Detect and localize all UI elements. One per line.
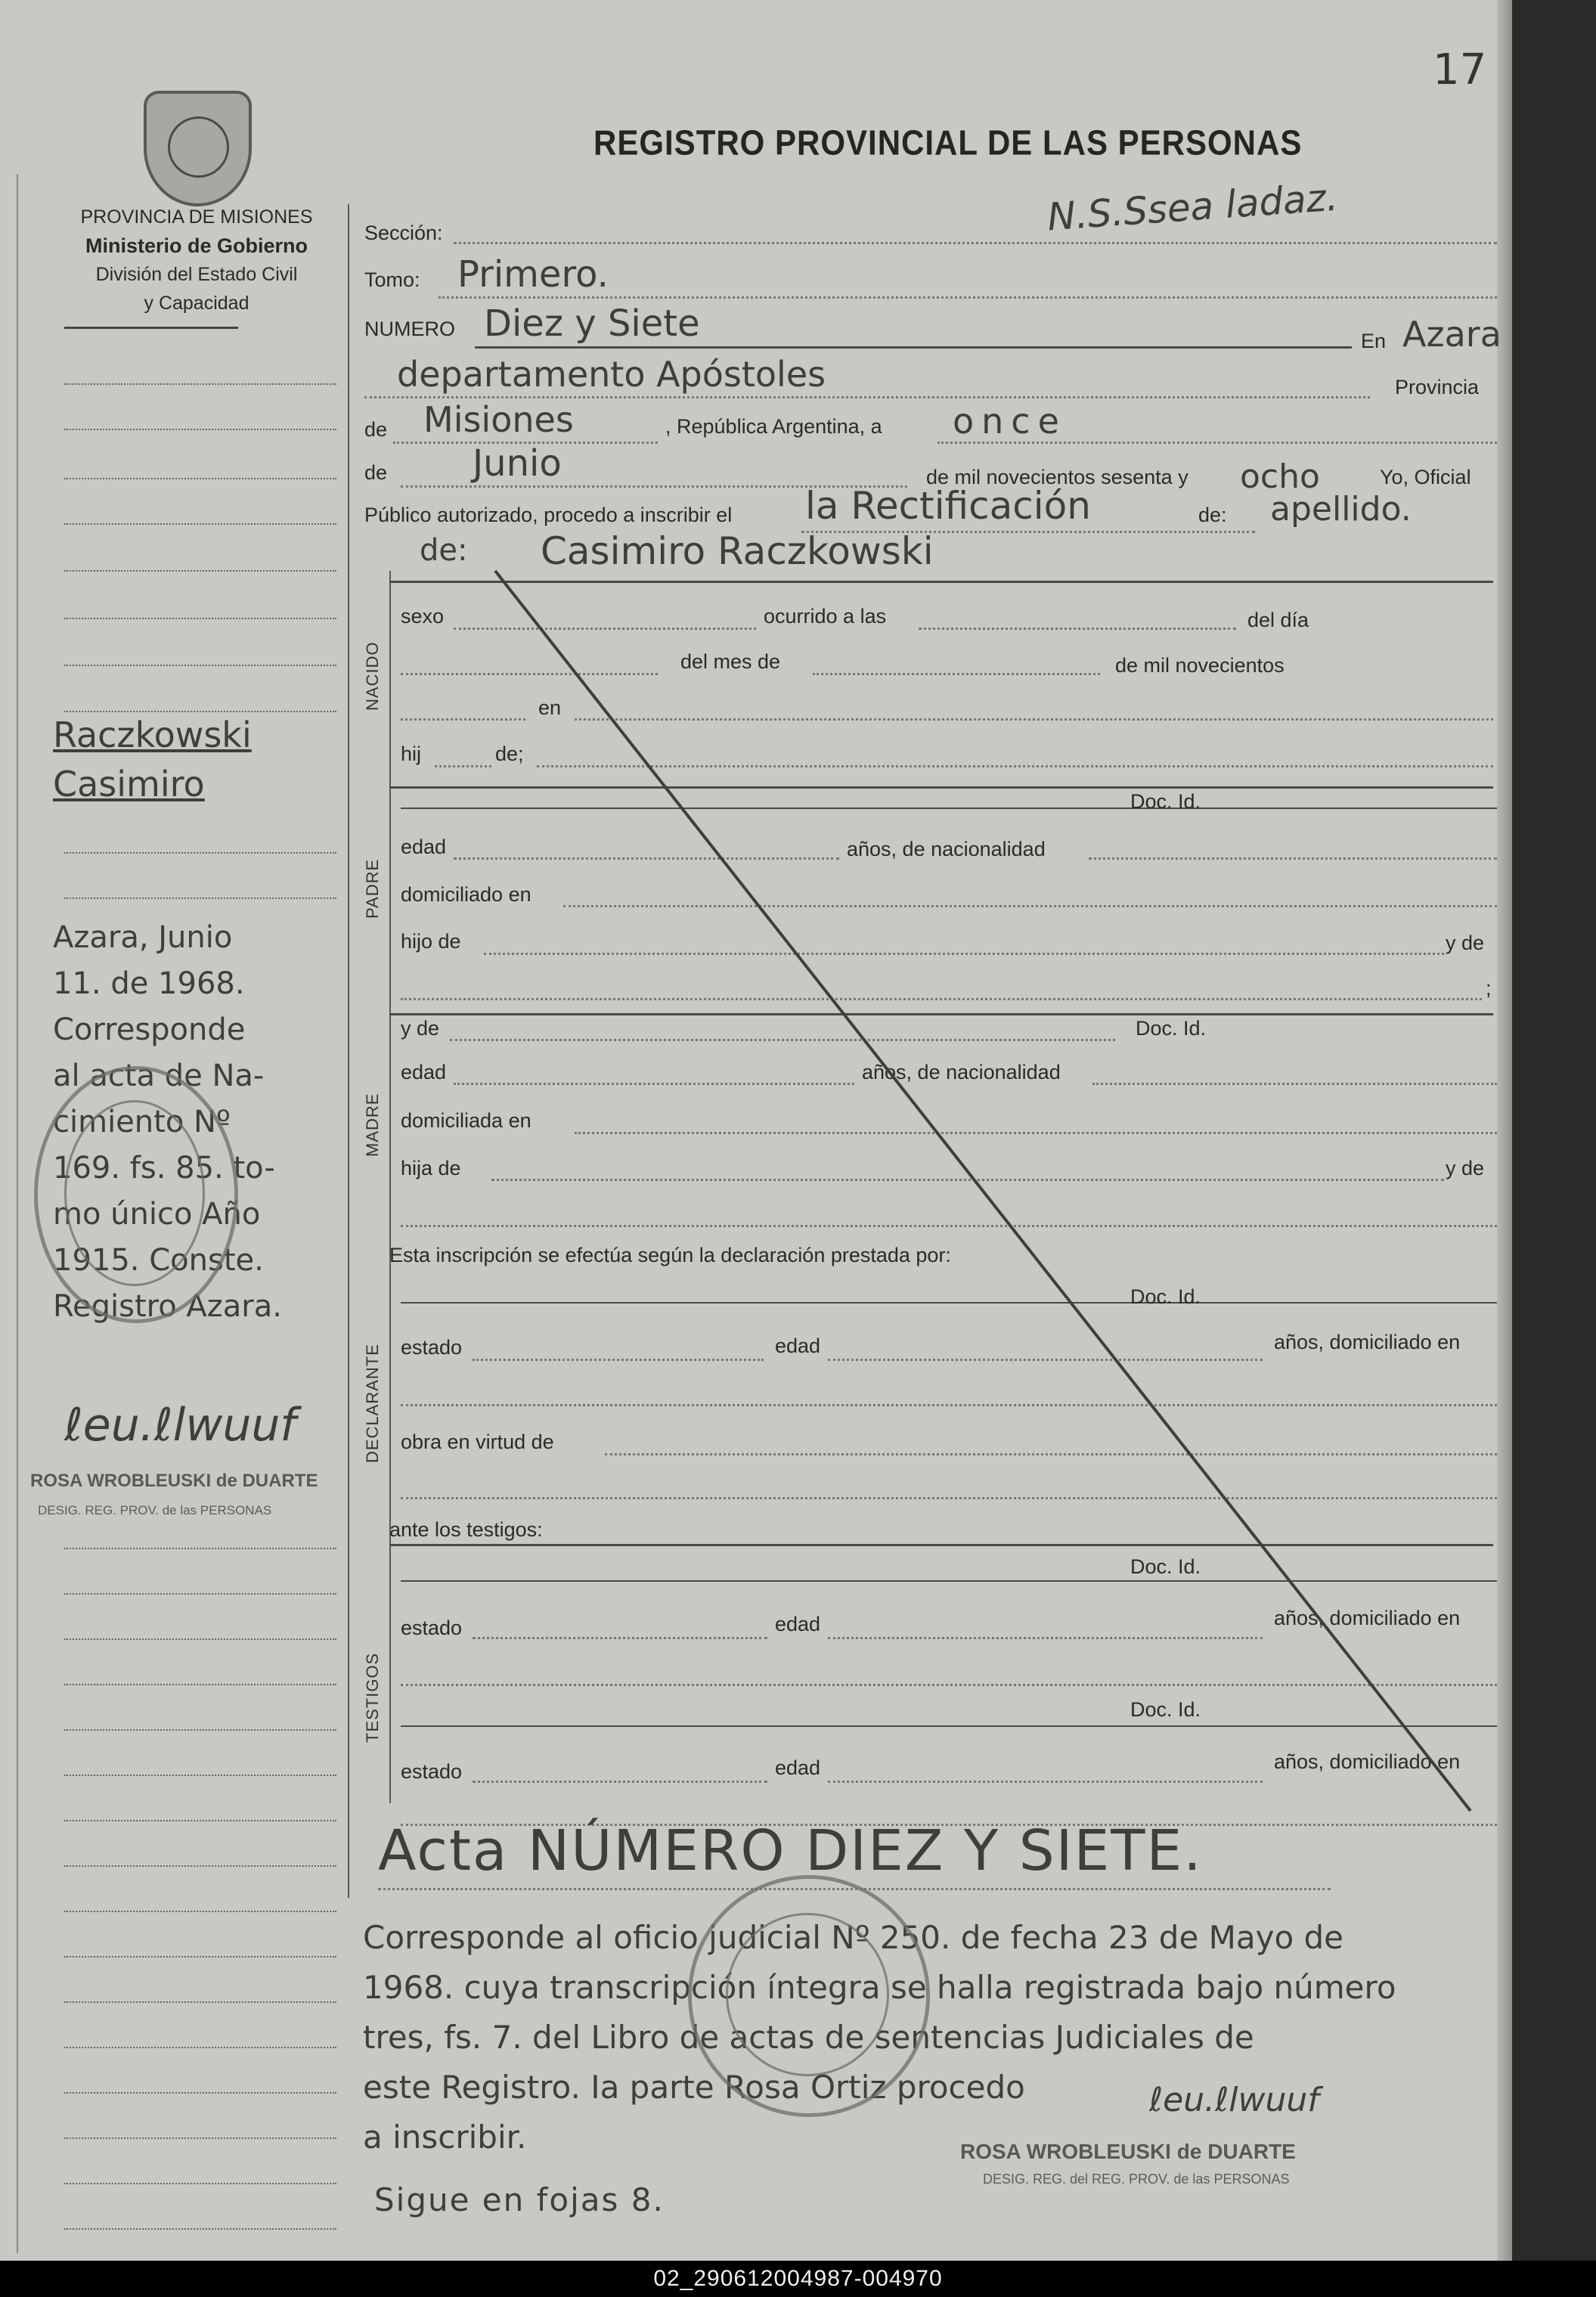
en-value: Azara	[1402, 314, 1501, 355]
margin-note-line-4: al acta de Na-	[53, 1059, 265, 1093]
bottom-signature-sub: DESIG. REG. del REG. PROV. de las PERSONAS	[983, 2171, 1290, 2187]
republica-label: , República Argentina, a	[665, 415, 882, 438]
margin-note-line-7: mo único Año	[53, 1197, 261, 1232]
testigo1-edad-label: edad	[775, 1613, 821, 1635]
margin-note-line-1: Azara, Junio	[53, 920, 233, 955]
apellido-value: apellido.	[1270, 490, 1412, 529]
del-mes-label: del mes de	[680, 650, 781, 673]
margin-stamp-sub: DESIG. REG. PROV. de las PERSONAS	[38, 1503, 272, 1517]
numero-value: Diez y Siete	[484, 302, 700, 345]
body-line-5: a inscribir.	[363, 2119, 527, 2156]
nacido-section-label: NACIDO	[363, 641, 382, 711]
mes-value: Junio	[473, 442, 562, 485]
margin-line	[64, 1546, 336, 1549]
margin-name-2: Casimiro	[53, 764, 205, 804]
madre-y-de-label: y de	[401, 1017, 440, 1040]
dia-value: once	[953, 401, 1067, 442]
padre-anos-label: años, de nacionalidad	[847, 838, 1046, 860]
testigos-intro: ante los testigos:	[389, 1518, 543, 1541]
madre-edad-label: edad	[401, 1061, 447, 1083]
footer-note: Sigue en fojas 8.	[374, 2181, 665, 2218]
anio-value: ocho	[1240, 457, 1320, 496]
declarante-estado-label: estado	[401, 1336, 463, 1359]
del-dia-label: del día	[1247, 609, 1309, 631]
declarante-obra-label: obra en virtud de	[401, 1431, 554, 1453]
margin-name-1: Raczkowski	[53, 715, 252, 755]
de-label: de	[364, 418, 388, 441]
de-nacido-label: de;	[495, 742, 524, 765]
madre-domiciliada-label: domiciliada en	[401, 1109, 531, 1132]
margin-line	[64, 1592, 336, 1595]
testigo2-estado-label: estado	[401, 1760, 463, 1783]
declarante-intro: Esta inscripción se efectúa según la declaración prestada por:	[389, 1244, 951, 1266]
provincia-value: Misiones	[423, 399, 574, 440]
margin-note-line-6: 169. fs. 85. to-	[53, 1151, 275, 1186]
ministry-line-3: División del Estado Civil	[95, 264, 298, 285]
de4-value: de:	[420, 533, 468, 568]
margin-signature-scrawl: ℓeu.ℓlwuuf	[64, 1399, 296, 1452]
provincia-label: Provincia	[1395, 376, 1480, 398]
ocurrido-label: ocurrido a las	[764, 605, 887, 628]
padre-section-label: PADRE	[363, 858, 382, 919]
de3-label: de:	[1198, 504, 1227, 526]
tomo-label: Tomo:	[364, 268, 420, 291]
margin-note-line-8: 1915. Conste.	[53, 1243, 264, 1278]
filename-bar	[0, 2261, 1596, 2297]
margin-line	[64, 1954, 336, 1958]
publico-label: Público autorizado, procedo a inscribir el	[364, 504, 733, 526]
margin-note-line-5: cimiento Nº	[53, 1105, 231, 1139]
margin-line	[64, 1637, 336, 1640]
departamento-value: departamento Apóstoles	[397, 354, 826, 395]
numero-label: NUMERO	[364, 318, 455, 340]
top-signature: N.S.Ssea ladaz.	[1046, 175, 1340, 240]
seccion-label: Sección:	[364, 222, 443, 244]
margin-line	[64, 2181, 336, 2184]
margin-line	[64, 1909, 336, 1912]
body-line-1: Corresponde al oficio judicial Nº 250. de fecha 23 de Mayo de	[363, 1919, 1344, 1956]
margin-line	[64, 427, 336, 430]
ministry-line-4: y Capacidad	[144, 293, 249, 314]
margin-line	[64, 851, 336, 854]
mil-nov-label: de mil novecientos	[1115, 654, 1285, 677]
madre-doc-label: Doc. Id.	[1136, 1017, 1207, 1040]
margin-line	[64, 1773, 336, 1776]
padre-semicolon: ;	[1486, 977, 1492, 1000]
bottom-signature-name: ROSA WROBLEUSKI de DUARTE	[960, 2140, 1296, 2163]
acta-body	[363, 1913, 1512, 2162]
en-label: En	[1361, 330, 1387, 352]
declarante-edad-label: edad	[775, 1334, 821, 1357]
padre-doc-label: Doc. Id.	[1130, 790, 1201, 813]
en-nacido-label: en	[538, 696, 562, 719]
tomo-value: Primero.	[457, 253, 609, 296]
margin-stamp-name: ROSA WROBLEUSKI de DUARTE	[30, 1471, 318, 1491]
official-stamp-margin	[34, 1066, 238, 1323]
margin-line	[64, 522, 336, 525]
nombre-value: Casimiro Raczkowski	[541, 529, 934, 573]
testigo2-doc-label: Doc. Id.	[1130, 1698, 1201, 1721]
body-line-3: tres, fs. 7. del Libro de actas de sentencias Judiciales de	[363, 2019, 1254, 2056]
document-title: REGISTRO PROVINCIAL DE LAS PERSONAS	[593, 122, 1303, 163]
margin-line	[64, 2000, 336, 2003]
oficial-label: Yo, Oficial	[1380, 466, 1471, 488]
margin-line	[64, 1864, 336, 1867]
margin-line	[64, 896, 336, 899]
margin-line	[64, 616, 336, 619]
margin-line	[64, 569, 336, 572]
inscribir-value: la Rectificación	[805, 484, 1091, 528]
body-line-2: 1968. cuya transcripción íntegra se halla registrada bajo número	[363, 1969, 1396, 2006]
margin-line	[64, 1728, 336, 1731]
margin-line	[64, 382, 336, 385]
margin-note-line-9: Registro Azara.	[53, 1289, 282, 1324]
page-number: 17	[1433, 45, 1487, 95]
padre-y-de-label: y de	[1446, 932, 1485, 954]
bottom-signature-scrawl: ℓeu.ℓlwuuf	[1149, 2081, 1319, 2119]
margin-note-line-3: Corresponde	[53, 1012, 246, 1047]
margin-line	[64, 1682, 336, 1685]
acta-title: Acta NÚMERO DIEZ Y SIETE.	[378, 1818, 1203, 1883]
body-line-4: este Registro. Ia parte Rosa Ortiz procedo	[363, 2069, 1025, 2106]
declarante-section-label: DECLARANTE	[363, 1344, 382, 1463]
margin-line	[64, 476, 336, 479]
testigos-section-label: TESTIGOS	[363, 1652, 382, 1743]
padre-hijo-de-label: hijo de	[401, 930, 461, 953]
madre-hija-de-label: hija de	[401, 1157, 461, 1179]
madre-anos-label: años, de nacionalidad	[862, 1061, 1061, 1083]
testigo1-estado-label: estado	[401, 1617, 463, 1639]
mil-label: de mil novecientos sesenta y	[926, 466, 1188, 488]
margin-line	[64, 2136, 336, 2139]
testigo1-doc-label: Doc. Id.	[1130, 1555, 1201, 1578]
margin-line	[64, 2227, 336, 2230]
margin-note-line-2: 11. de 1968.	[53, 966, 245, 1001]
ministry-line-2: Ministerio de Gobierno	[85, 234, 308, 257]
filename-label: 02_290612004987-004970	[653, 2266, 943, 2291]
testigo1-anos-label: años, domiciliado en	[1274, 1607, 1461, 1629]
declarante-doc-label: Doc. Id.	[1130, 1285, 1201, 1308]
padre-edad-label: edad	[401, 835, 447, 858]
testigo2-anos-label: años, domiciliado en	[1274, 1750, 1461, 1773]
margin-line	[64, 1818, 336, 1821]
margin-line	[64, 709, 336, 712]
hij-label: hij	[401, 742, 422, 765]
official-stamp-bottom-inner	[726, 1913, 889, 2076]
testigo2-edad-label: edad	[775, 1756, 821, 1779]
madre-y-de2-label: y de	[1446, 1157, 1485, 1179]
margin-line	[64, 2091, 336, 2094]
de2-label: de	[364, 461, 388, 484]
padre-domiciliado-label: domiciliado en	[401, 883, 531, 906]
madre-section-label: MADRE	[363, 1093, 382, 1157]
declarante-anos-label: años, domiciliado en	[1274, 1331, 1461, 1353]
margin-line	[64, 663, 336, 666]
margin-line	[64, 2045, 336, 2048]
sexo-label: sexo	[401, 605, 445, 628]
official-stamp-margin-inner	[64, 1100, 205, 1286]
official-stamp-bottom	[688, 1875, 930, 2117]
ministry-line-1: PROVINCIA DE MISIONES	[80, 206, 313, 228]
